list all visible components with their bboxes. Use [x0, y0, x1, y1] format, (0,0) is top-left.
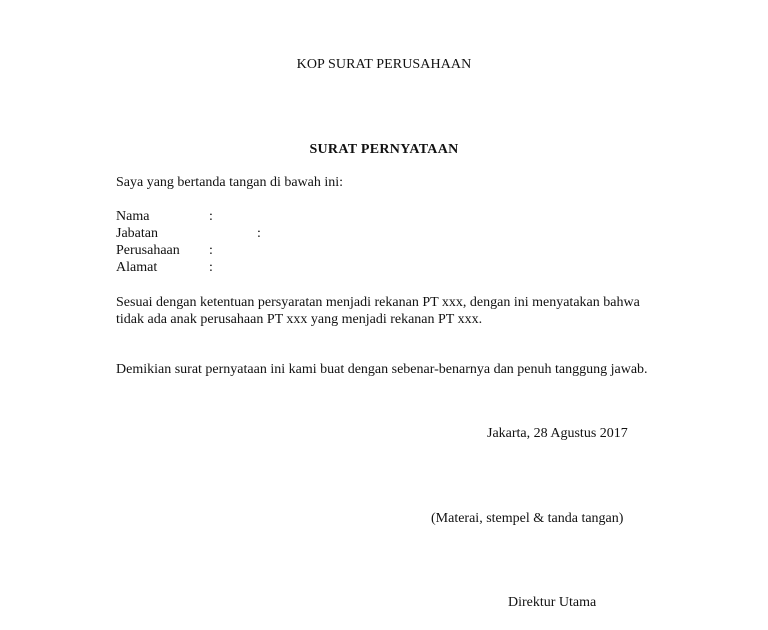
field-label-jabatan: Jabatan	[116, 226, 158, 241]
closing-paragraph: Demikian surat pernyataan ini kami buat dengan sebenar-benarnya dan penuh tanggung jawab.	[116, 362, 648, 377]
field-label-perusahaan: Perusahaan	[116, 243, 180, 258]
document-title: SURAT PERNYATAAN	[309, 142, 459, 157]
signature-note: (Materai, stempel & tanda tangan)	[431, 511, 624, 526]
field-label-alamat: Alamat	[116, 260, 158, 275]
field-colon-perusahaan: :	[209, 243, 213, 258]
field-colon-jabatan: :	[257, 226, 261, 241]
signatory-title: Direktur Utama	[508, 595, 597, 610]
intro-text: Saya yang bertanda tangan di bawah ini:	[116, 175, 344, 190]
field-colon-nama: :	[209, 209, 213, 224]
field-colon-alamat: :	[209, 260, 213, 275]
statement-paragraph: Sesuai dengan ketentuan persyaratan menjadi rekanan PT xxx, dengan ini menyatakan bahwa tidak ada anak perusahaan PT xxx yang menjadi rekanan PT xxx.	[116, 295, 640, 327]
place-date: Jakarta, 28 Agustus 2017	[487, 426, 628, 441]
letterhead: KOP SURAT PERUSAHAAN	[296, 57, 472, 72]
field-label-nama: Nama	[116, 209, 150, 224]
